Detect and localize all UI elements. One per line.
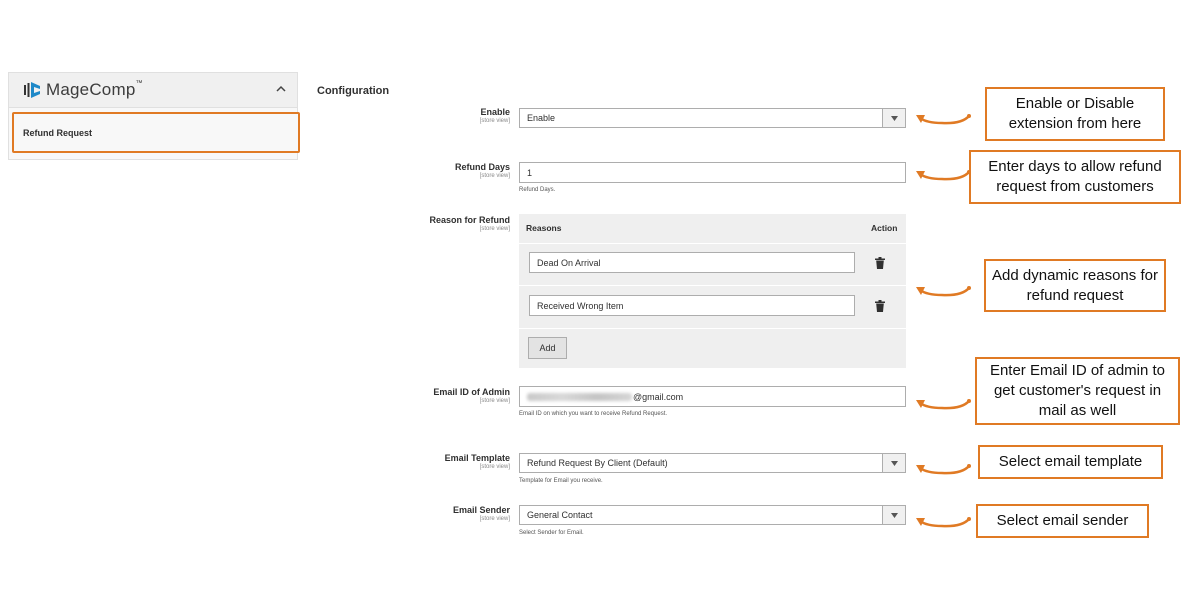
trash-icon[interactable] xyxy=(875,300,885,312)
reason-input[interactable] xyxy=(529,295,855,316)
reasons-column-header: Reasons xyxy=(526,223,562,233)
callout-refund-days: Enter days to allow refund request from customers xyxy=(969,150,1181,204)
reason-value: Received Wrong Item xyxy=(537,300,624,311)
refund-days-input[interactable] xyxy=(519,162,906,183)
email-sender-value: General Contact xyxy=(527,510,593,520)
magecomp-logo-icon xyxy=(24,81,42,99)
curved-arrow-icon xyxy=(912,458,972,482)
enable-scope: [store view] xyxy=(479,118,510,124)
email-template-note: Template for Email you receive. xyxy=(519,478,603,484)
admin-email-label: Email ID of Admin xyxy=(433,387,510,397)
curved-arrow-icon xyxy=(912,393,972,417)
enable-label: Enable xyxy=(480,107,510,117)
admin-email-note: Email ID on which you want to receive Refund Request. xyxy=(519,411,668,417)
admin-email-domain: @gmail.com xyxy=(633,391,684,402)
reasons-table xyxy=(519,214,906,368)
email-template-value: Refund Request By Client (Default) xyxy=(527,458,668,468)
enable-value: Enable xyxy=(527,113,556,123)
chevron-up-icon[interactable] xyxy=(274,82,288,96)
dropdown-arrow-icon[interactable] xyxy=(882,454,905,472)
enable-select[interactable] xyxy=(519,108,906,128)
reason-input[interactable] xyxy=(529,252,855,273)
refund-days-value: 1 xyxy=(527,167,533,178)
email-template-scope: [store view] xyxy=(479,464,510,470)
add-reason-button[interactable]: Add xyxy=(528,337,567,359)
callout-email-template: Select email template xyxy=(978,445,1163,479)
curved-arrow-icon xyxy=(912,280,972,304)
email-sender-label: Email Sender xyxy=(452,505,510,515)
row-divider xyxy=(519,285,906,286)
callout-email-sender: Select email sender xyxy=(976,504,1149,538)
page-title: Configuration xyxy=(317,85,390,97)
row-divider xyxy=(519,243,906,244)
callout-reasons: Add dynamic reasons for refund request xyxy=(984,259,1166,312)
email-sender-select[interactable] xyxy=(519,505,906,525)
brand-name: MageComp™ xyxy=(46,80,143,99)
email-template-select[interactable] xyxy=(519,453,906,473)
reasons-scope: [store view] xyxy=(479,226,510,232)
email-template-label: Email Template xyxy=(444,453,510,463)
curved-arrow-icon xyxy=(912,164,972,188)
curved-arrow-icon xyxy=(912,108,972,132)
curved-arrow-icon xyxy=(912,511,972,535)
reasons-label: Reason for Refund xyxy=(429,215,510,225)
callout-admin-email: Enter Email ID of admin to get customer's request in mail as well xyxy=(975,357,1180,425)
action-column-header: Action xyxy=(871,223,898,233)
refund-days-note: Refund Days. xyxy=(519,187,556,193)
trash-icon[interactable] xyxy=(875,257,885,269)
refund-days-label: Refund Days xyxy=(454,162,510,172)
admin-email-input[interactable] xyxy=(519,386,906,407)
sidebar-item-refund-request[interactable]: Refund Request xyxy=(12,112,300,153)
email-sender-note: Select Sender for Email. xyxy=(519,530,584,536)
dropdown-arrow-icon[interactable] xyxy=(882,506,905,524)
row-divider xyxy=(519,328,906,329)
reason-value: Dead On Arrival xyxy=(537,257,601,268)
dropdown-arrow-icon[interactable] xyxy=(882,109,905,127)
callout-enable: Enable or Disable extension from here xyxy=(985,87,1165,141)
redacted-text xyxy=(527,393,632,401)
email-sender-scope: [store view] xyxy=(479,516,510,522)
admin-email-scope: [store view] xyxy=(479,398,510,404)
refund-days-scope: [store view] xyxy=(479,173,510,179)
